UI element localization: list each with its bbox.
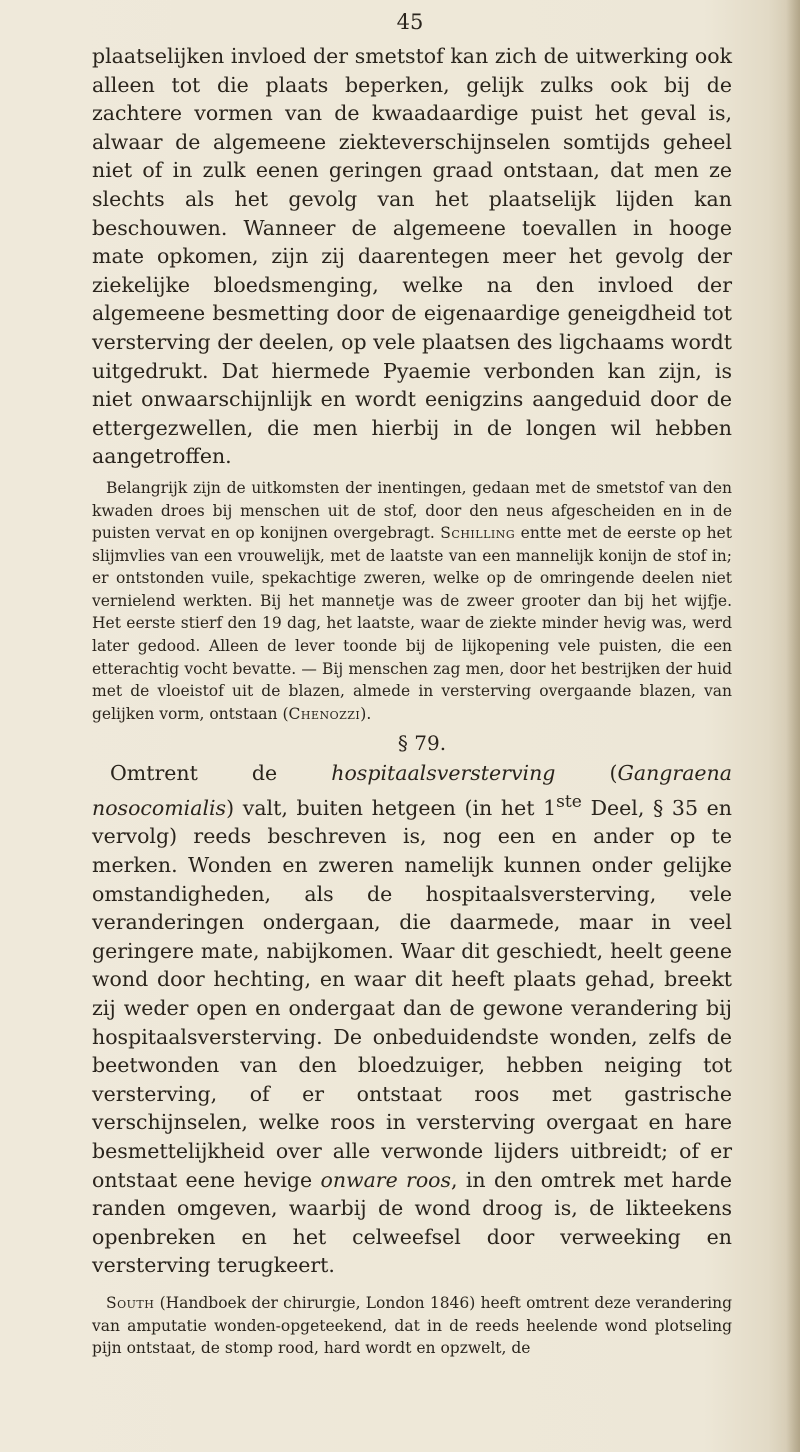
- term-gangraena: Gangraena nosocomialis: [92, 761, 732, 820]
- paragraph-2-text-e: , in den omtrek met harde randen omgeven, waarbij de wond droog is, de likteekens openbreken en het celweefsel door verweeking en versterving terugkeert.: [92, 1167, 732, 1278]
- term-onware-roos: onware roos: [320, 1167, 452, 1192]
- page-number: 45: [396, 10, 424, 34]
- paragraph-2-text-d: Deel, § 35 en vervolg) reeds beschreven is, nog een en ander op te merken. Wonden en zweren namelijk kunnen onder gelijke omstandigheden, als de hospitaalsversterving, vele veranderingen ondergaan, die daarmede, maar in veel geringere mate, nabijkomen. Waar dit geschiedt, heelt geene wond door hechting, en waar dit heeft plaats gehad, breekt zij weder open en ondergaat dan de gewone verandering bij hospitaalsversterving. De onbeduidendste wonden, zelfs de beetwonden van den bloedzuiger, hebben neiging tot versterving, of er ontstaat roos met gastrische verschijnselen, welke roos in versterving overgaat en hare besmettelijkheid over alle verwonde lijders uitbreidt; of er ontstaat eene hevige: [92, 795, 732, 1192]
- paragraph-2-text-c: ) valt, buiten hetgeen (in het 1: [226, 795, 557, 820]
- author-name-chenozzi: Chenozzi: [288, 704, 361, 723]
- footnote-2: [92, 1292, 732, 1360]
- author-name-schilling: Schilling: [440, 524, 516, 543]
- paragraph-2-text-a: Omtrent de: [110, 761, 332, 786]
- body-paragraph-1: plaatselijken invloed der smetstof kan zich de uitwerking ook alleen tot die plaats beperken, gelijk zulks ook bij de zachtere vormen van de kwaadaardige puist het geval is, alwaar de algemeene ziekteverschijnselen somtijds geheel niet of in zulk eenen geringen graad ontstaan, dat men ze slechts als het gevolg van het plaatselijk lijden kan beschouwen. Wanneer de algemeene toevallen in hooge mate opkomen, zijn zij daarentegen meer het gevolg der ziekelijke bloedsmenging, welke na den invloed der algemeene besmetting door de eigenaardige geneigdheid tot versterving der deelen, op vele plaatsen des ligchaams wordt uitgedrukt. Dat hiermede Pyaemie verbonden kan zijn, is niet onwaarschijnlijk en wordt eenigzins aangeduid door de ettergezwellen, die men hierbij in de longen wil hebben aangetroffen.: [92, 44, 732, 469]
- superscript-ste: ste: [556, 792, 582, 813]
- paragraph-2-text-b: (: [555, 761, 618, 786]
- term-hospitaalsversterving: hospitaalsversterving: [331, 761, 556, 786]
- page-content: [92, 42, 732, 1360]
- author-name-south: South: [106, 1293, 155, 1312]
- section-heading: § 79.: [397, 731, 447, 756]
- footnote-1-text-b: entte met de eerste op het slijmvlies van een vrouwelijk, met de laatste van een mannelijk konijn de stof in; er ontstonden vuile, spekachtige zweren, welke op de omringende deelen niet vernielend werkten. Bij het mannetje was de zweer grooter dan bij het wijfje. Het eerste stierf den 19 dag, het laatste, waar de ziekte minder hevig was, werd later gedood. Alleen de lever toonde bij de lijkopening vele puisten, die een etterachtig vocht bevatte. — Bij menschen zag men, door het bestrijken der huid met de vloeistof uit de blazen, almede in versterving overgaande blazen, van gelijken vorm, ontstaan (: [92, 524, 732, 723]
- body-paragraph-2: [92, 759, 732, 1280]
- footnote-2-text: (Handboek der chirurgie, London 1846) heeft omtrent deze verandering van amputatie wonden-opgeteekend, dat in de reeds heelende wond plotseling pijn ontstaat, de stomp rood, hard wordt en opzwelt, de: [92, 1293, 732, 1358]
- footnote-1-text-a: Belangrijk zijn de uitkomsten der inentingen, gedaan met de smetstof van den kwaden droes bij menschen uit de stof, door den neus afgescheiden en in de puisten vervat en op konijnen overgebragt.: [92, 478, 732, 543]
- footnote-1: [92, 477, 732, 726]
- page-edge-shadow: [786, 0, 800, 1452]
- footnote-1-text-c: ).: [360, 704, 372, 723]
